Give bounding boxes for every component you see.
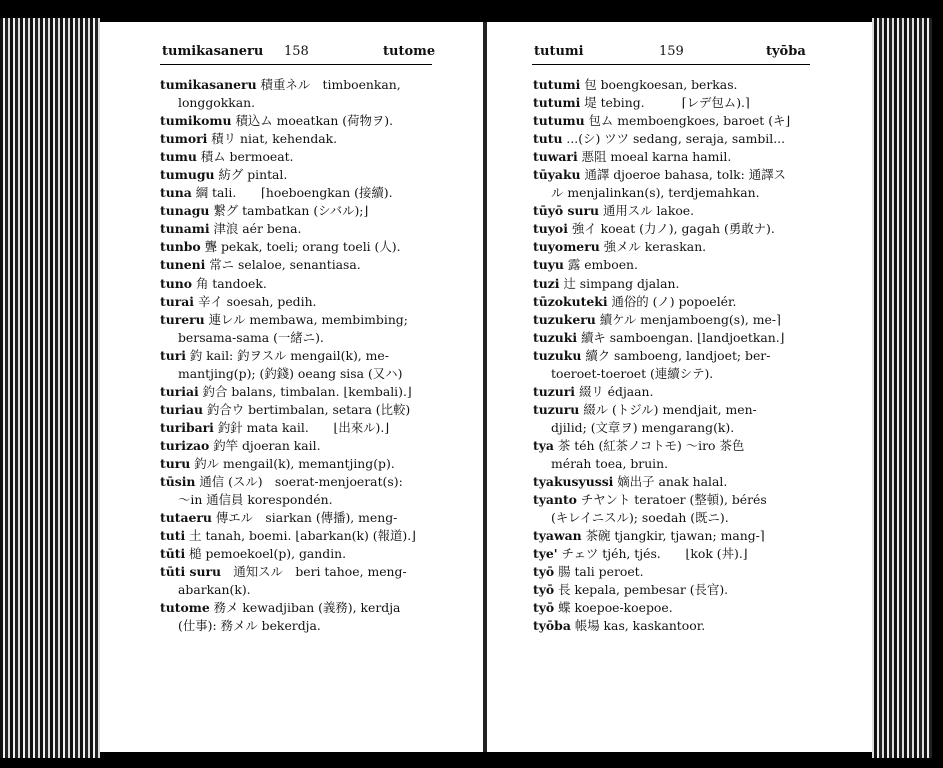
entry-headword: tuyu (533, 257, 564, 273)
dictionary-entry (160, 509, 416, 527)
dictionary-entry (160, 76, 416, 94)
entry-headword: turiai (160, 383, 199, 399)
entry-definition: 釣竿 djoeran kail. (209, 437, 321, 453)
entry-definition: チヤント teratoer (整頓), bérés (576, 492, 767, 508)
entry-headword: tutaeru (160, 510, 212, 526)
dictionary-entry (533, 581, 790, 599)
right-page-entries (533, 76, 790, 635)
entry-definition: longgokkan. (178, 95, 256, 111)
dictionary-entry (533, 202, 790, 220)
dictionary-entry (533, 599, 790, 617)
entry-definition: 嫡出子 anak halal. (613, 474, 728, 490)
dictionary-entry (533, 76, 790, 94)
entry-definition: 悪阻 moeal karna hamil. (577, 149, 732, 165)
dictionary-entry (160, 527, 416, 545)
dictionary-entry (160, 401, 416, 419)
entry-headword: tumikasaneru (160, 77, 257, 92)
entry-definition: 續ク samboeng, landjoet; ber- (581, 347, 771, 363)
entry-headword: tyōba (533, 618, 571, 634)
entry-definition: 釣合 balans, timbalan. ⌊kembali).⌋ (198, 383, 412, 399)
entry-definition: 釣ル mengail(k), memantjing(p). (190, 455, 395, 471)
entry-headword: tuzukeru (533, 311, 596, 327)
entry-headword: tye' (533, 546, 558, 562)
dictionary-entry (533, 130, 790, 148)
dictionary-entry (160, 256, 416, 274)
left-header-guide-word-end: tutome (383, 44, 436, 59)
entry-headword: tumu (160, 149, 197, 165)
dictionary-entry (533, 275, 790, 293)
entry-definition: 帳場 kas, kaskantoor. (570, 618, 706, 634)
entry-definition: 積リ niat, kehendak. (207, 131, 338, 147)
entry-definition: 津浪 aér bena. (209, 221, 302, 237)
dictionary-entry (533, 437, 790, 455)
dictionary-entry (533, 94, 790, 112)
entry-definition: 續ケル menjamboeng(s), me-⌉ (595, 311, 781, 327)
dictionary-entry (533, 112, 790, 130)
dictionary-entry (160, 202, 416, 220)
entry-headword: tūsin (160, 474, 196, 490)
left-header-rule (160, 64, 432, 65)
dictionary-entry (160, 437, 416, 455)
entry-definition: 釣針 mata kail. ⌊出來ル).⌋ (213, 419, 390, 435)
entry-definition: 綱 tali. ⌈hoeboengkan (接續). (191, 185, 393, 201)
entry-headword: tyawan (533, 528, 582, 544)
entry-continuation-line (533, 455, 790, 473)
entry-headword: tunbo (160, 239, 201, 255)
entry-headword: turizao (160, 437, 210, 453)
entry-headword: tyō (533, 600, 555, 616)
dictionary-entry (160, 455, 416, 473)
entry-definition: 繋グ tambatkan (シバル);⌋ (209, 203, 369, 219)
entry-definition: ...(シ) ツツ sedang, seraja, sambil... (562, 131, 786, 147)
entry-headword: tureru (160, 311, 205, 327)
dictionary-entry (533, 617, 790, 635)
entry-definition: 紡グ pintal. (214, 167, 288, 183)
dictionary-entry (533, 491, 790, 509)
dictionary-entry (533, 401, 790, 419)
dictionary-entry (160, 383, 416, 401)
entry-headword: tuti (160, 528, 186, 544)
entry-definition: 露 emboen. (563, 257, 638, 273)
entry-definition: (仕事): 務メル bekerdja. (178, 618, 321, 634)
entry-definition: mérah toea, bruin. (551, 455, 669, 471)
entry-headword: tya (533, 437, 554, 453)
entry-headword: tyanto (533, 492, 577, 508)
entry-definition: 辻 simpang djalan. (559, 275, 680, 291)
entry-headword: tutumi (533, 95, 581, 111)
entry-continuation-line (160, 617, 416, 635)
entry-definition: 釣合ウ bertimbalan, setara (比較) (203, 401, 411, 417)
right-header-rule (532, 64, 810, 65)
dictionary-entry (160, 130, 416, 148)
entry-definition: 長 kepala, pembesar (長官). (554, 582, 729, 598)
entry-continuation-line (160, 94, 416, 112)
entry-headword: tyō (533, 564, 555, 580)
entry-headword: turi (160, 347, 186, 363)
dictionary-entry (160, 599, 416, 617)
entry-definition: 茶碗 tjangkir, tjawan; mang-⌉ (581, 528, 765, 544)
dictionary-entry (533, 383, 790, 401)
entry-definition: 槌 pemoekoel(p), gandin. (185, 546, 347, 562)
entry-headword: tuzuri (533, 383, 576, 399)
left-page-edges (0, 18, 100, 758)
right-header-guide-word-start: tutumi (534, 44, 584, 59)
entry-definition: djilid; (文章ヲ) mengarang(k). (551, 419, 735, 435)
dictionary-entry (533, 527, 790, 545)
entry-definition: 強メル keraskan. (599, 239, 707, 255)
entry-headword: tuzuki (533, 329, 578, 345)
dictionary-entry (160, 545, 416, 563)
entry-headword: turibari (160, 419, 214, 435)
dictionary-entry (160, 112, 416, 130)
entry-headword: tuzuku (533, 347, 582, 363)
dictionary-entry (533, 311, 790, 329)
entry-definition: チェツ tjéh, tjés. ⌊kok (丼).⌋ (557, 546, 748, 562)
entry-definition: 蝶 koepoe-koepoe. (554, 600, 673, 616)
entry-headword: tūyō suru (533, 203, 600, 219)
entry-headword: tumori (160, 131, 208, 147)
dictionary-entry (533, 256, 790, 274)
entry-definition: 連レル membawa, membimbing; (204, 311, 408, 327)
entry-headword: tūzokuteki (533, 293, 608, 309)
entry-headword: tyakusyussi (533, 474, 614, 490)
entry-headword: tuzuru (533, 401, 580, 417)
dictionary-entry (533, 347, 790, 365)
entry-definition: 堤 tebing. ⌈レデ包ム).⌉ (580, 95, 750, 111)
entry-definition: 通用スル lakoe. (599, 203, 695, 219)
dictionary-entry (160, 563, 416, 581)
entry-definition: mantjing(p); (釣錢) oeang sisa (又ハ) (178, 365, 403, 381)
entry-headword: tunami (160, 221, 210, 237)
left-page-number: 158 (284, 44, 309, 59)
dictionary-entry (533, 238, 790, 256)
entry-definition: 積込ム moeatkan (荷物ヲ). (231, 113, 394, 129)
entry-continuation-line (160, 365, 416, 383)
entry-definition: 續キ samboengan. ⌊landjoetkan.⌋ (577, 329, 785, 345)
dictionary-entry (160, 473, 416, 491)
entry-definition: 聾 pekak, toeli; orang toeli (人). (200, 239, 401, 255)
dictionary-entry (160, 238, 416, 256)
dictionary-entry (160, 220, 416, 238)
entry-headword: tuwari (533, 149, 578, 165)
entry-definition: bersama-sama (一緒ニ). (178, 329, 324, 345)
left-header-guide-word-start: tumikasaneru (162, 44, 264, 59)
dictionary-entry (533, 545, 790, 563)
dictionary-entry (533, 329, 790, 347)
entry-headword: tumikomu (160, 113, 232, 129)
entry-headword: tuno (160, 275, 193, 291)
entry-definition: 通知スル beri tahoe, meng- (221, 564, 407, 580)
entry-headword: tuna (160, 185, 192, 201)
entry-continuation-line (533, 419, 790, 437)
entry-definition: 通譯 djoeroe bahasa, tolk: 通譯ス (580, 167, 786, 183)
dictionary-entry (533, 148, 790, 166)
entry-definition: toeroet-toeroet (連續シテ). (551, 365, 714, 381)
entry-definition: 綴ル (トジル) mendjait, men- (579, 401, 757, 417)
entry-definition: 積重ネル timboenkan, (256, 77, 401, 92)
entry-definition: 釣 kail: 釣ヲスル mengail(k), me- (185, 347, 389, 363)
dictionary-entry (533, 293, 790, 311)
entry-headword: tumugu (160, 167, 215, 183)
dictionary-entry (160, 275, 416, 293)
entry-headword: tuyoi (533, 221, 568, 237)
entry-definition: ～in 通信員 korespondén. (178, 492, 333, 508)
entry-definition: 角 tandoek. (192, 275, 267, 291)
entry-definition: abarkan(k). (178, 582, 251, 598)
entry-definition: 綴リ édjaan. (575, 383, 654, 399)
entry-definition: 茶 téh (紅茶ノコトモ) ～iro 茶色 (553, 437, 745, 453)
dictionary-entry (533, 563, 790, 581)
entry-definition: 積ム bermoeat. (196, 149, 294, 165)
left-page-entries (160, 76, 416, 635)
entry-headword: tūti suru (160, 564, 221, 580)
entry-definition: (キレイニスル); soedah (既ニ). (551, 510, 729, 526)
dictionary-entry (533, 473, 790, 491)
entry-definition: 務メ kewadjiban (義務), kerdja (209, 600, 401, 616)
entry-headword: tūti (160, 546, 186, 562)
entry-headword: tutumi (533, 77, 581, 92)
entry-definition: ル menjalinkan(s), terdjemahkan. (551, 185, 760, 201)
entry-continuation-line (160, 581, 416, 599)
entry-headword: tyō (533, 582, 555, 598)
entry-definition: 通信 (スル) soerat-menjoerat(s): (195, 474, 403, 490)
entry-continuation-line (533, 184, 790, 202)
dictionary-entry (160, 311, 416, 329)
right-header-guide-word-end: tyōba (766, 44, 806, 59)
dictionary-entry (160, 166, 416, 184)
entry-headword: tutumu (533, 113, 585, 129)
entry-definition: 土 tanah, boemi. ⌊abarkan(k) (報道).⌋ (185, 528, 417, 544)
entry-headword: tuzi (533, 275, 560, 291)
dictionary-entry (160, 148, 416, 166)
dictionary-entry (533, 220, 790, 238)
entry-definition: 包ム memboengkoes, baroet (キ⌋ (584, 113, 791, 129)
entry-headword: tunagu (160, 203, 210, 219)
entry-continuation-line (160, 491, 416, 509)
dictionary-entry (160, 347, 416, 365)
entry-headword: tūyaku (533, 167, 581, 183)
entry-definition: 通俗的 (ノ) popoelér. (607, 293, 737, 309)
entry-definition: 包 boengkoesan, berkas. (580, 77, 738, 92)
entry-definition: 常ニ selaloe, senantiasa. (205, 257, 361, 273)
right-page-edges (872, 18, 932, 758)
entry-headword: tutome (160, 600, 210, 616)
dictionary-entry (160, 184, 416, 202)
entry-headword: tuyomeru (533, 239, 600, 255)
entry-headword: turiau (160, 401, 204, 417)
entry-continuation-line (533, 509, 790, 527)
entry-continuation-line (160, 329, 416, 347)
dictionary-entry (160, 419, 416, 437)
dictionary-entry (160, 293, 416, 311)
entry-continuation-line (533, 365, 790, 383)
entry-definition: 腸 tali peroet. (554, 564, 644, 580)
right-page-number: 159 (659, 44, 684, 59)
entry-definition: 傳エル siarkan (傳播), meng- (211, 510, 398, 526)
entry-headword: tuneni (160, 257, 206, 273)
entry-headword: turu (160, 455, 191, 471)
entry-headword: turai (160, 293, 194, 309)
entry-headword: tutu (533, 131, 563, 147)
entry-definition: 強イ koeat (力ノ), gagah (勇敢ナ). (567, 221, 775, 237)
dictionary-entry (533, 166, 790, 184)
entry-definition: 辛イ soesah, pedih. (194, 293, 317, 309)
